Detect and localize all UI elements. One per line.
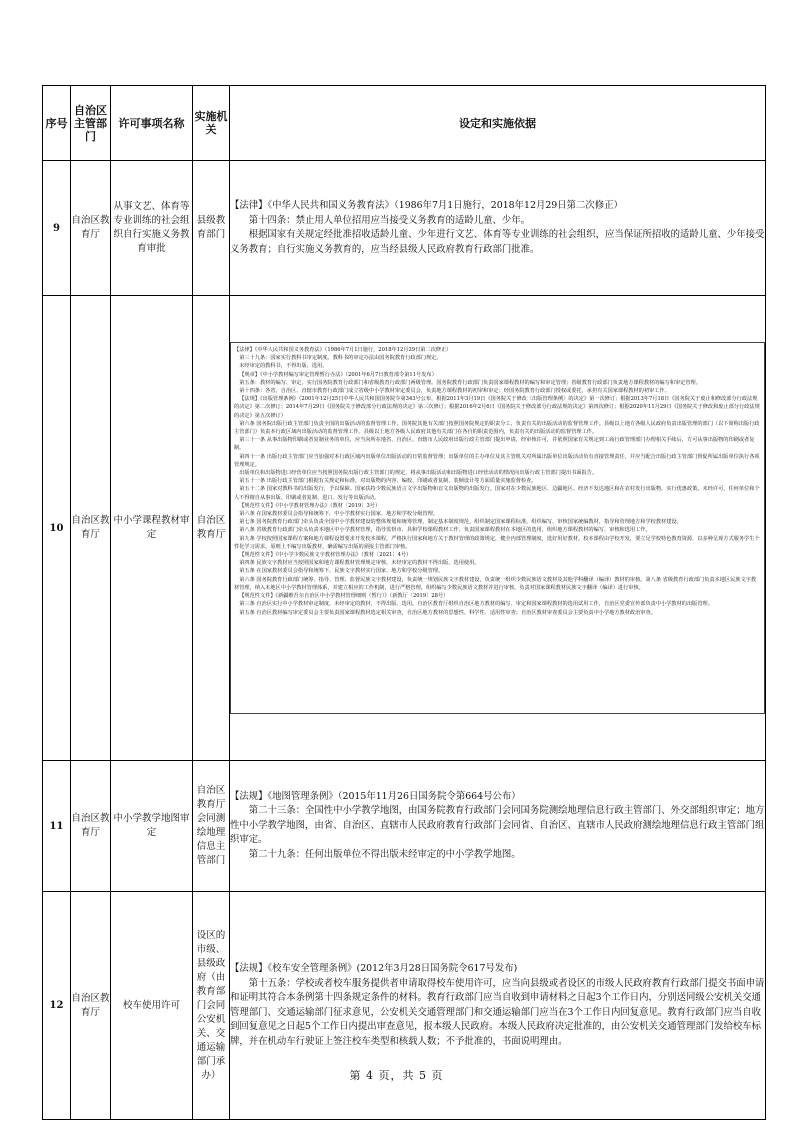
row-org: 自治区教育厅 (193, 296, 230, 761)
row-item-name: 中小学课程教材审定 (111, 296, 193, 761)
row-item-name: 从事文艺、体育等专业训练的社会组织自行实施义务教育审批 (111, 161, 193, 296)
basis-paragraph: 第四十一条 出版行政主管部门应当加强对本行政区域内出版单位出版活动的日常监督管理；出版单位的主办单位及其主管机关对所属出版单位出版活动负有直接管理责任，并应当配合出版行政主管部门督促所属出版单位执行各项管理规定。 (234, 453, 760, 468)
basis-paragraph: 【法律】《中华人民共和国义务教育法》（1986年7月1日施行，2018年12月29日第二次修正） (230, 200, 623, 211)
basis-paragraph: 未经审定的教科书，不得出版、选用。 (239, 363, 328, 370)
table-row-9 (43, 161, 766, 296)
row-dept: 自治区教育厅 (71, 296, 111, 761)
basis-paragraph: 第二十三条：全国性中小学教学地图，由国务院教育行政部门会同国务院测绘地理信息行政主管部门、外交部组织审定；地方性中小学教学地图，由省、自治区、直辖市人民政府教育行政部门会同省、自治区、直辖市人民政府测绘地理信息行政主管部门组织审定。 (230, 805, 765, 846)
basis-paragraph: 【规章】《中小学教材编写审定管理暂行办法》（2001年6月7日教育部令第11号发布） (239, 371, 437, 378)
basis-paragraph: 根据国家有关规定经批准招收适龄儿童、少年进行文艺、体育等专业训练的社会组织，应当保证所招收的适龄儿童、少年接受义务教育；自行实施义务教育的，应当经县级人民政府教育行政部门批准。 (230, 229, 765, 255)
row-org: 县级教育部门 (193, 161, 230, 296)
row-number: 10 (43, 296, 71, 761)
basis-text (230, 962, 765, 1049)
basis-paragraph: 第四条 民族文字教材应当按照国家和地方课程教材管理规定审核，未经审定的教材不得出版、选用使用。 (239, 560, 480, 567)
row-basis (230, 892, 766, 1120)
row-org: 自治区教育厅会同测绘地理信息主管部门 (193, 761, 230, 892)
table-row-11 (43, 761, 766, 892)
basis-paragraph: 【法规】《出版管理条例》（2001年12月25日中华人民共和国国务院令第343号公布，根据2011年3月19日《国务院关于修改〈出版管理条例〉的决定》第一次修订；根据2013年7月18日《国务院关于废止和修改部分行政法规的决定》第二次修订；2014年7月29日《国务院关于修改部分行政法规的决定》第三次修订；根据2016年2月6日《国务院关于修改部分行政法规的决定》第四次修订；根据2020年11月29日《国务院关于修改和废止部分行政法规的决定》第五次修订） (234, 396, 760, 419)
table-row-10 (43, 296, 766, 761)
basis-paragraph: 【法规】《校车安全管理条例》(2012年3月28日国务院令617号发布) (230, 963, 518, 974)
row-dept: 自治区教育厅 (71, 761, 111, 892)
header-name: 许可事项名称 (111, 86, 193, 161)
row-org: 设区的市级、县级政府（由教育部门会同公安机关、交通运输部门承办） (193, 892, 230, 1120)
basis-text (230, 199, 765, 257)
table-header-row (43, 86, 766, 161)
basis-paragraph: 第七条 国务院教育行政部门牵头负责全国中小学教材建设的整体规划和统筹管理，制定基本制度规范，组织制定国家课程标准，组织编写、审核国家统编教材，指导和管理地方和学校教材建设。 (239, 519, 682, 526)
header-dept: 自治区主管部门 (71, 86, 111, 161)
basis-paragraph: 第六条 国务院出版行政主管部门负责全国的出版活动的监督管理工作。国务院其他有关部门按照国务院规定的职责分工，负责有关的出版活动的监督管理工作。县级以上地方各级人民政府负责出版管理的部门（以下简称出版行政主管部门）负责本行政区域内出版活动的监督管理工作。县级以上地方各级人民政府其他有关部门在各自的职责范围内，负责有关的出版活动的监督管理工作。 (234, 420, 760, 436)
basis-paragraph: 第五十二条 国家对教科书的出版发行，予以保障。国家扶持少数民族语言文字出版物和盲文出版物的出版发行。国家对在少数民族地区、边疆地区、经济不发达地区和在农村发行出版物，实行优惠政策。未经许可，任何单位和个人不得擅自从事出版、印刷或者复制、进口、发行等出版活动。 (234, 486, 760, 501)
basis-paragraph: 【法规】《地图管理条例》（2015年11月26日国务院令第664号公布） (230, 790, 521, 802)
basis-paragraph: 第二十九条：任何出版单位不得出版未经审定的中小学教学地图。 (248, 848, 521, 860)
basis-paragraph: 【规范性文件】《中小学教材管理办法》（教材〔2019〕3号） (239, 502, 381, 509)
row-dept: 自治区教育厅 (71, 161, 111, 296)
page-number: 第 4 页，共 5 页 (349, 1069, 444, 1082)
basis-text (230, 342, 765, 714)
basis-text (230, 790, 765, 863)
basis-paragraph: 第十四条：各省、自治区、直辖市教育行政部门成立省级中小学教材审定委员会，负责地方课程教材的初审和审定；经国务院教育行政部门授权或委托，承担有关国家课程教材的初审工作。 (239, 388, 670, 395)
row-basis (230, 761, 766, 892)
basis-paragraph: 第五条 在国家教材委员会指导和统筹下，民族文字教材实行国家、地方和学校分级管理。 (239, 568, 444, 575)
row-number: 11 (43, 761, 71, 892)
license-items-table (42, 85, 766, 1120)
basis-paragraph: 第五十一条 出版行政主管部门根据有关规定和标准，对出版物的内容、编校、印刷或者复制、装帧设计等方面质量实施监督检查。 (239, 478, 537, 485)
basis-paragraph: 【规范性文件】《新疆维吾尔自治区中小学教材管理细则（暂行）》（新教厅〔2019〕28号） (239, 593, 449, 600)
table-row-12 (43, 892, 766, 1120)
basis-paragraph: 第三十一条 从事出版物印刷或者复制业务的单位，应当向所在地省、自治区、直辖市人民政府出版行政主管部门提出申请，经审核许可，并依照国家有关规定到工商行政管理部门办理相关手续后，方可从事出版物的印刷或者复制。 (234, 437, 755, 452)
header-org: 实施机关 (193, 86, 230, 161)
row-basis (230, 296, 766, 761)
basis-paragraph: 第六条 在国家教材委员会指导和统筹下，中小学教材实行国家、地方和学校分级管理。 (239, 511, 438, 518)
row-number: 12 (43, 892, 71, 1120)
row-item-name: 校车使用许可 (111, 892, 193, 1120)
basis-paragraph: 第九条 学校按照国家课程方案和地方课程设置要求开发校本课程，严格执行国家和地方关于教材管理的政策规定，健全内部管理制度，选好用好教材。校本课程由学校开发，要立足学校特色教育资源，以多种呈现方式服务学生个性化学习需求，原则上不编写出版教材，确需编写出版的须报主管部门审核。 (234, 535, 760, 550)
row-basis (230, 161, 766, 296)
basis-paragraph: 第五条：教材的编写、审定，实行国务院教育行政部门和省级教育行政部门两级管理。国务院教育行政部门负责国家课程教材的编写和审定管理；省级教育行政部门负责地方课程教材的编写和审定管理。 (239, 379, 701, 386)
row-dept: 自治区教育厅 (71, 892, 111, 1120)
basis-paragraph: 第十五条：学校或者校车服务提供者申请取得校车使用许可，应当向县级或者设区的市级人民政府教育行政部门提交书面申请和证明其符合本条例第十四条规定条件的材料。教育行政部门应当自收到申请材料之日起3个工作日内，分别送同级公安机关交通管理部门、交通运输部门征求意见，公安机关交通管理部门和交通运输部门应当在3个工作日内回复意见。教育行政部门应当自收到回复意见之日起5个工作日内提出审查意见，报本级人民政府。本级人民政府决定批准的，由公安机关交通管理部门发给校车标牌，并在机动车行驶证上签注校车类型和核载人数；不予批准的，书面说明理由。 (230, 977, 765, 1047)
basis-paragraph: 第三条 自治区实行中小学教材审定制度，未经审定的教材，不得出版、选用。自治区教育厅组织自治区地方教材的编写、审定和国家课程教材的选用试用工作，自治区党委宣传部负责中小学教材的出版管理。 (239, 601, 713, 608)
row-number: 9 (43, 161, 71, 296)
header-num: 序号 (43, 86, 71, 161)
basis-paragraph: 第三十九条：国家实行教科书审定制度。教科书的审定办法由国务院教育行政部门规定。 (239, 355, 442, 362)
header-basis: 设定和实施依据 (230, 86, 766, 161)
basis-paragraph: 第六条 国务院教育行政部门统筹、指导、管理、监督民族文字教材建设，负责统一规划民族文字教材建设，负责统一组织少数民族语文教材及其他学科翻译（编译）教材的审核。第八条 省级教育行政部门负责本地区民族文字教材管理，纳入本地区中小学教材管理体系，并建立相应的工作机制，进行严格管理。组织编写少数民族语文教材并进行审核，负责对国家课程教材民族文字翻译（编译）进行审核。 (234, 576, 757, 591)
basis-paragraph: 第十四条：禁止用人单位招用应当接受义务教育的适龄儿童、少年。 (248, 214, 531, 226)
basis-paragraph: 出版单位和出版物进口经营单位应当按照国务院出版行政主管部门的规定，将从事出版活动和出版物进口经营活动的情况向出版行政主管部门提出书面报告。 (239, 470, 598, 477)
basis-paragraph: 第八条 省级教育行政部门牵头负责本地区中小学教材管理，指导监督市、县和学校课程教材工作。负责国家课程教材在本地区的选用，组织地方课程教材的编写、审核和选用工作。 (239, 527, 651, 534)
row-item-name: 中小学教学地图审定 (111, 761, 193, 892)
basis-paragraph: 【法律】《中华人民共和国义务教育法》（1986年7月1日施行，2018年12月29日第二次修正） (234, 347, 452, 353)
basis-paragraph: 【规范性文件】《中小学少数民族文字教材管理办法》（教材〔2021〕4号） (239, 552, 412, 559)
basis-paragraph: 第五条 自治区教材编写审定委员会主要负责国家课程教材选定相关审查，自治区地方教材的思想性、科学性、适用性审查；自治区教材审查委员会主要负责中小学地方教材政治审查。 (239, 609, 656, 616)
